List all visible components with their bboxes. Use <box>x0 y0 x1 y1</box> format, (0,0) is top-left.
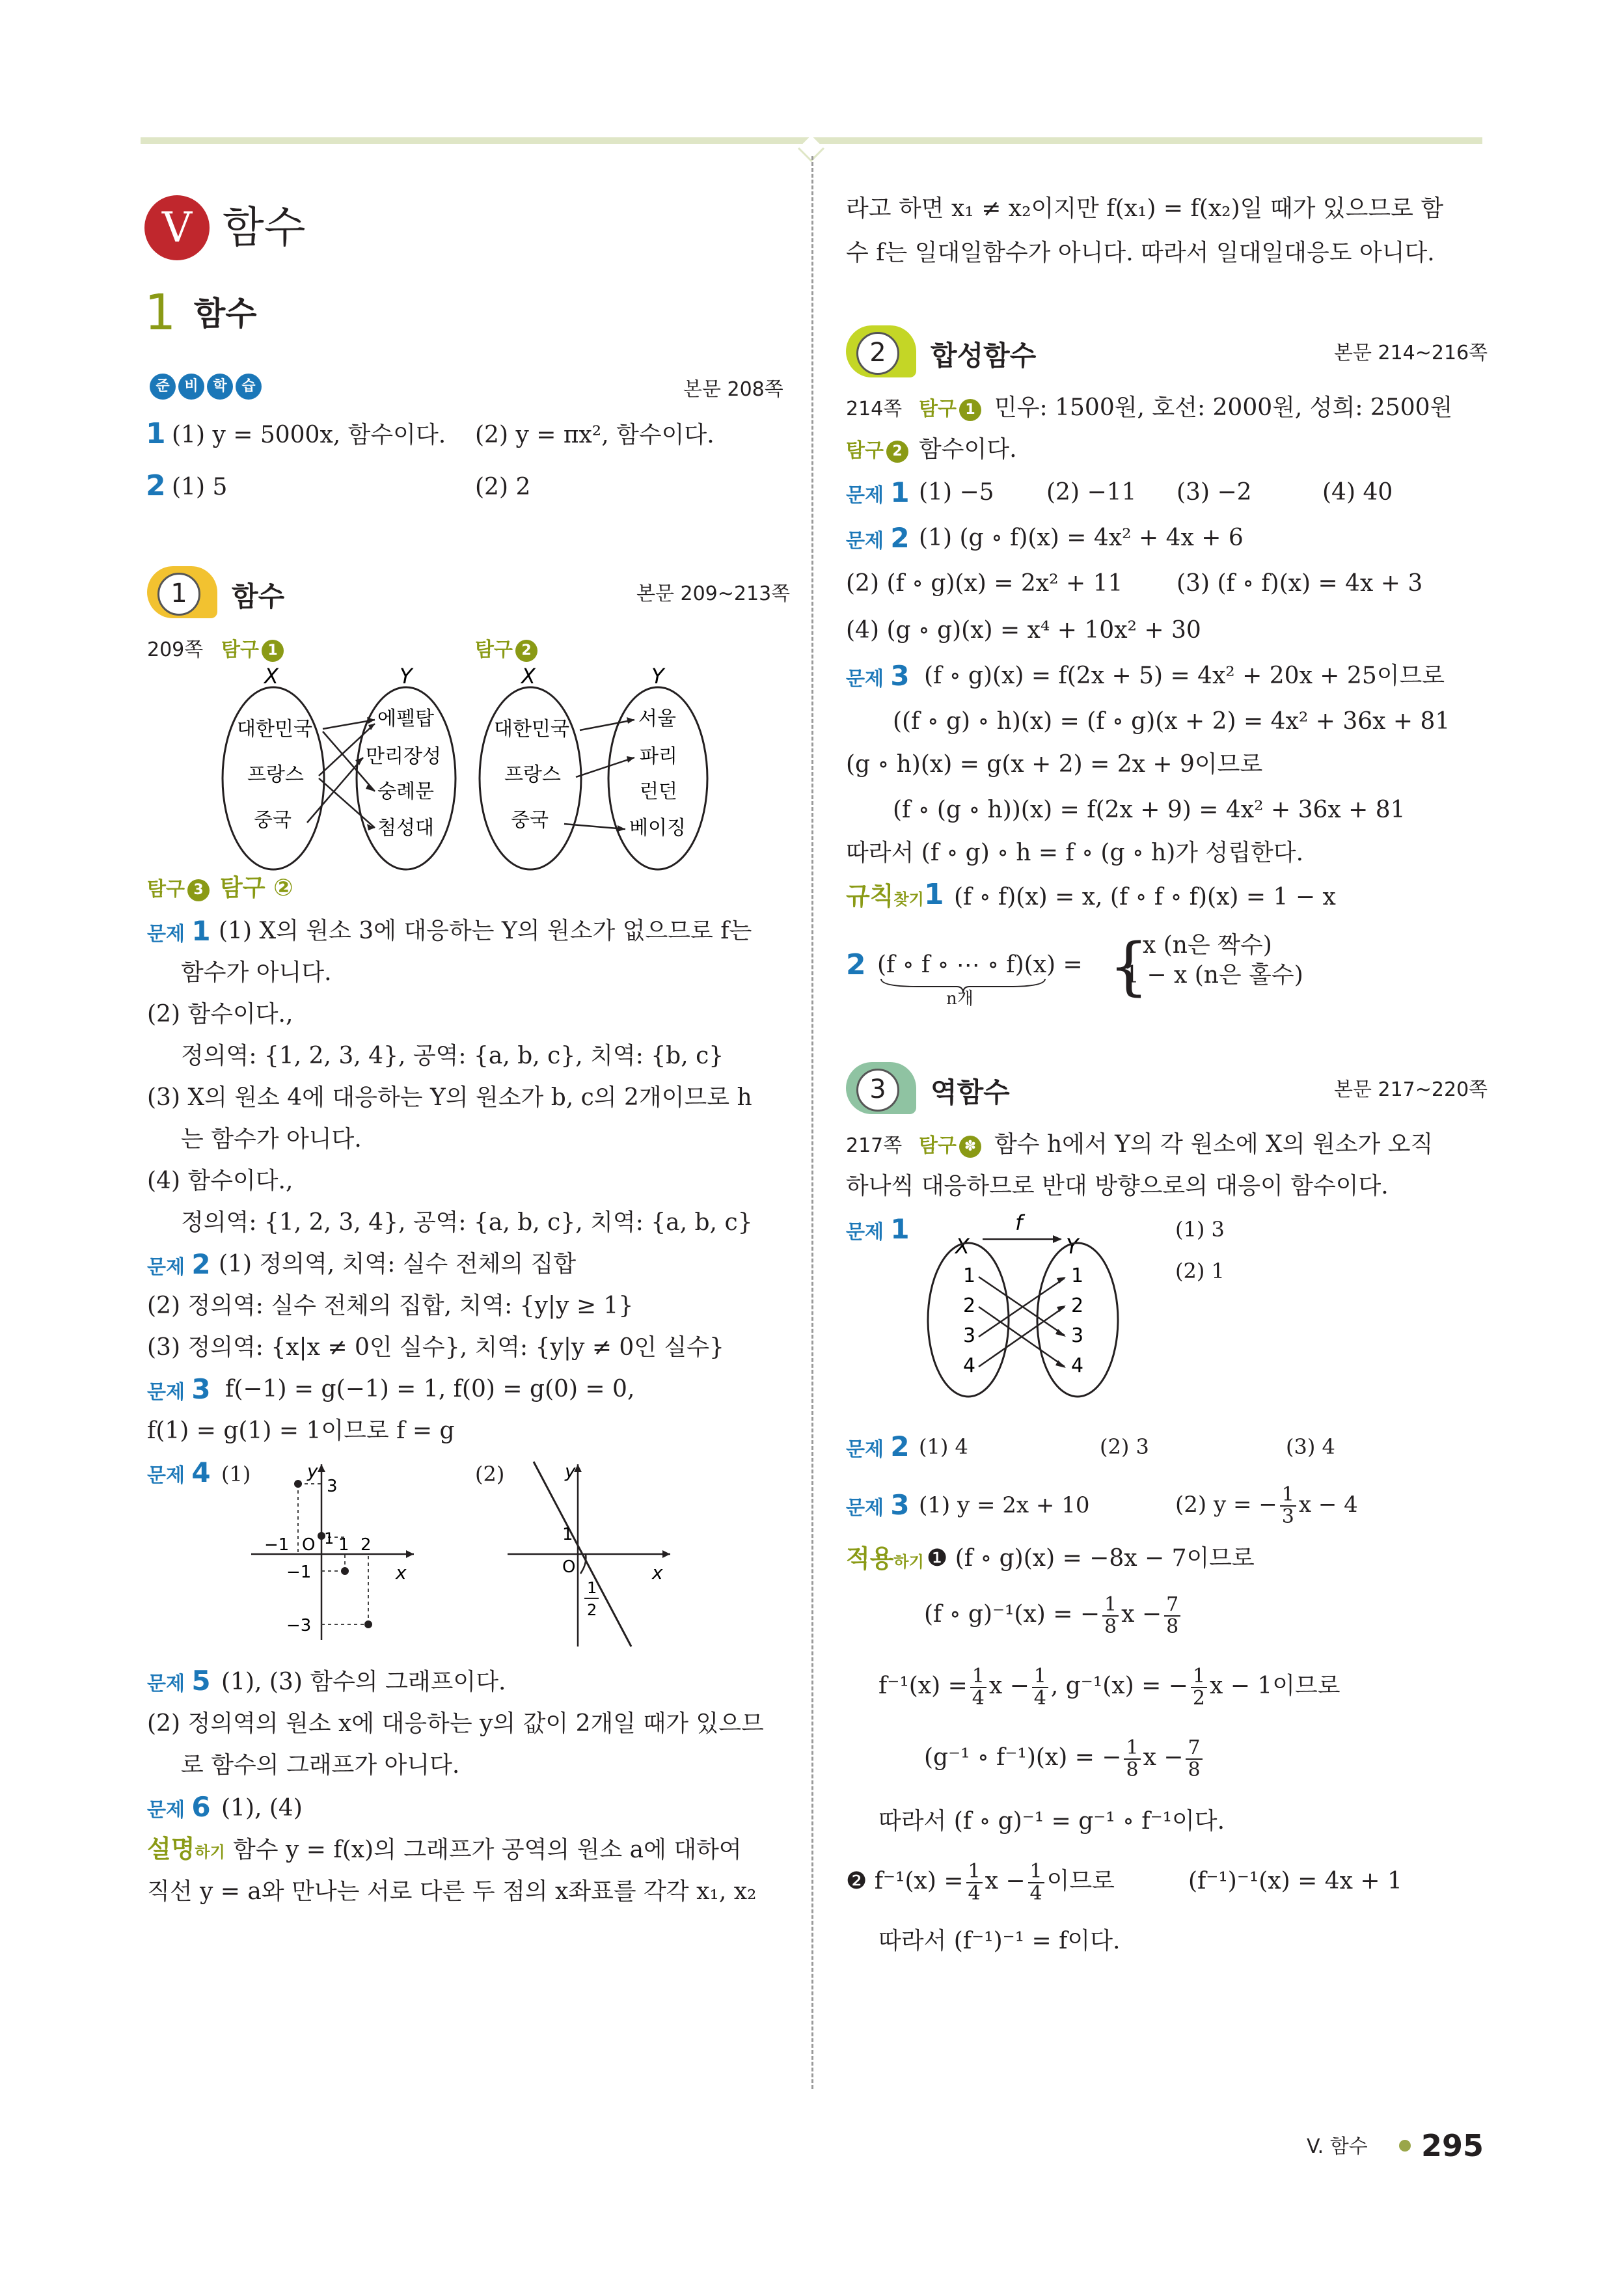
sec3-finv: f⁻¹(x) = $\frac{1}{4}$ x − $\frac{1}{4}$ , g⁻¹(x) = − $\frac{1}{2}$ x − 1이므로 <box>878 1665 1340 1710</box>
sec3-l4: 4 <box>963 1354 976 1377</box>
sec3-title: 역함수 <box>931 1076 1010 1108</box>
sec2-m2-3: (3) (f ∘ f)(x) = 4x + 3 <box>1177 570 1423 597</box>
prep-badges <box>147 374 262 400</box>
d1-right-4: 첨성대 <box>377 817 434 840</box>
sec3-diagram <box>918 1210 1126 1399</box>
sec1-line-3: 정의역: {1, 2, 3, 4}, 공역: {a, b, c}, 치역: {b, c} <box>181 1043 724 1069</box>
sec2-g1: (f ∘ f)(x) = x, (f ∘ f ∘ f)(x) = 1 − x <box>954 884 1336 910</box>
sec3-f: f <box>1015 1210 1023 1235</box>
g1-t2: 2 <box>361 1535 372 1555</box>
sec1-num: 1 <box>157 573 200 616</box>
sec1-line-0: (1) X의 원소 3에 대응하는 Y의 원소가 없으므로 f는 <box>219 918 752 944</box>
sec3-a2-conc: 따라서 (f⁻¹)⁻¹ = f이다. <box>878 1928 1121 1954</box>
d1-left-2: 프랑스 <box>247 763 304 786</box>
sec1-m1-label: 문제 1 <box>147 915 211 947</box>
sec2-g2-no: 2 <box>846 948 866 981</box>
d2-right-1: 서울 <box>638 707 676 730</box>
g1-t1: 1 <box>338 1535 349 1555</box>
sec2-g1-no: 1 <box>924 878 944 911</box>
sec1-line-19: 함수 y = f(x)의 그래프가 공역의 원소 a에 대하여 <box>233 1837 742 1863</box>
sec3-a1: ❶ (f ∘ g)(x) = −8x − 7이므로 <box>927 1545 1255 1572</box>
sec1-graph1 <box>251 1458 420 1647</box>
sec3-a1-conc: 따라서 (f ∘ g)⁻¹ = g⁻¹ ∘ f⁻¹이다. <box>878 1808 1225 1835</box>
prep-ref: 본문 208쪽 <box>683 378 783 401</box>
g1-tm1y: −1 <box>286 1563 312 1582</box>
sec1-line-2: (2) 함수이다., <box>147 1001 293 1028</box>
prep-q1-no: 1 <box>146 417 166 450</box>
sec2-m3-1: (f ∘ g)(x) = f(2x + 5) = 4x² + 20x + 25이므로 <box>924 663 1445 689</box>
sec2-m1-label: 문제 1 <box>846 476 910 508</box>
sec3-r3: 3 <box>1071 1324 1084 1347</box>
tamgu-badge-2: 2 <box>515 640 537 662</box>
sec3-m2-3: (3) 4 <box>1286 1434 1335 1459</box>
g1-t3: 3 <box>327 1477 338 1496</box>
g1-y: y <box>307 1460 318 1482</box>
sec2-m3-3: (g ∘ h)(x) = g(x + 2) = 2x + 9이므로 <box>846 751 1263 778</box>
sec2-t1-text: 민우: 1500원, 호선: 2000원, 성희: 2500원 <box>994 394 1453 421</box>
sec3-m3-b: (2) y = − $\frac{1}{3}$ x − 4 <box>1175 1483 1358 1528</box>
sec1-line-11: f(−1) = g(−1) = 1, f(0) = g(0) = 0, <box>225 1376 635 1402</box>
sec1-ref: 본문 209~213쪽 <box>636 582 791 605</box>
sec1-line-9: (2) 정의역: 실수 전체의 집합, 치역: {y|y ≥ 1} <box>147 1292 634 1319</box>
d1-right-2: 만리장성 <box>366 745 441 768</box>
sec3-tamgu-2: 하나씩 대응하므로 반대 방향으로의 대응이 함수이다. <box>846 1173 1389 1199</box>
sec1-line-10: (3) 정의역: {x|x ≠ 0인 실수}, 치역: {y|y ≠ 0인 실수} <box>147 1334 724 1361</box>
sec2-m1-4: (4) 40 <box>1322 479 1393 506</box>
sec1-icon <box>147 566 217 622</box>
sec3-m2-1: (1) 4 <box>919 1434 968 1459</box>
sec1-m2-label: 문제 2 <box>147 1248 211 1280</box>
sec3-m1-label: 문제 1 <box>846 1213 910 1245</box>
sec1-line-12: f(1) = g(1) = 1이므로 f = g <box>147 1417 455 1444</box>
sec3-r4: 4 <box>1071 1354 1084 1377</box>
sec3-m3-label: 문제 3 <box>846 1489 910 1521</box>
sec2-m2-2: (2) (f ∘ g)(x) = 2x² + 11 <box>846 570 1123 597</box>
sec3-jeokyong: 적용하기 <box>846 1544 924 1573</box>
g1-o: O <box>302 1535 316 1555</box>
sec1-line-8: (1) 정의역, 치역: 실수 전체의 집합 <box>219 1251 577 1278</box>
sec1-tamgu3 <box>147 875 210 905</box>
sec1-m3-label: 문제 3 <box>147 1373 211 1405</box>
sec3-a2: ❷ f⁻¹(x) = $\frac{1}{4}$ x − $\frac{1}{4}$ 이므로 <box>846 1860 1115 1905</box>
sec1-tamgu1 <box>221 635 284 665</box>
sec2-m1-3: (3) −2 <box>1177 479 1252 506</box>
diagram1-x-label: X <box>264 664 279 689</box>
sec1-m5-label: 문제 5 <box>147 1665 211 1697</box>
prep-badge-3: 학 <box>207 374 233 400</box>
g2-y: y <box>565 1460 576 1482</box>
sec1-line-18: (1), (4) <box>221 1795 303 1822</box>
g1-tm1: −1 <box>264 1535 290 1555</box>
unit-title: 함수 <box>194 295 257 333</box>
sec3-l1: 1 <box>963 1264 976 1287</box>
d1-left-3: 중국 <box>254 809 292 832</box>
sec2-page: 214쪽 <box>846 398 903 420</box>
footer-dot <box>1399 2140 1411 2152</box>
sec3-l2: 2 <box>963 1294 976 1317</box>
d2-left-2: 프랑스 <box>504 763 561 786</box>
sec3-y: Y <box>1066 1234 1079 1259</box>
sec2-tamgu1: 탐구 1 <box>919 394 981 424</box>
d2-left-3: 중국 <box>511 809 549 832</box>
sec1-graph2 <box>508 1458 677 1660</box>
sec3-a1-inv: (f ∘ g)⁻¹(x) = − $\frac{1}{8}$ x − $\frac{7}{8}$ <box>924 1585 1183 1644</box>
prep-q1-a: (1) y = 5000x, 함수이다. <box>172 422 446 448</box>
d2-left-1: 대한민국 <box>494 718 569 741</box>
sec1-m4-label: 문제 4 <box>147 1456 211 1488</box>
prep-q2-b: (2) 2 <box>475 474 531 500</box>
sec1-diagram1 <box>221 664 475 872</box>
sec1-line-20: 직선 y = a와 만나는 서로 다른 두 점의 x좌표를 각각 x₁, x₂ <box>147 1878 757 1905</box>
sec3-m3-a: (1) y = 2x + 10 <box>919 1492 1090 1518</box>
sec2-tamgu2: 탐구 2 <box>846 436 908 466</box>
d1-left-1: 대한민국 <box>237 718 312 741</box>
sec1-tamgu2 <box>475 635 537 665</box>
diagram2-y-label: Y <box>651 664 664 689</box>
g2-x: x <box>652 1562 663 1583</box>
d2-right-4: 베이징 <box>629 817 686 840</box>
right-top-0: 라고 하면 x₁ ≠ x₂이지만 f(x₁) = f(x₂)일 때가 있으므로 함 <box>846 195 1444 222</box>
tamgu-badge-3: 3 <box>187 879 210 901</box>
column-divider <box>811 156 813 2089</box>
tamgu-label: 탐구 <box>147 878 185 901</box>
sec2-g2-brace-open: { <box>1109 930 1149 1003</box>
diagram1-y-label: Y <box>400 664 413 689</box>
sec3-num: 3 <box>856 1069 899 1112</box>
sec2-g2-case1: x (n은 짝수) <box>1143 932 1272 959</box>
sec2-m2-4: (4) (g ∘ g)(x) = x⁴ + 10x² + 30 <box>846 617 1201 644</box>
sec1-page: 209쪽 <box>147 638 204 661</box>
sec1-line-1: 함수가 아니다. <box>181 959 332 986</box>
footer-chapter: V. 함수 <box>1307 2135 1368 2158</box>
sec2-g2-under: n개 <box>946 989 973 1009</box>
d2-right-3: 런던 <box>640 780 677 803</box>
tamgu-label: 탐구 <box>475 638 513 661</box>
footer-page: 295 <box>1421 2128 1484 2163</box>
sec2-t2-text: 함수이다. <box>919 436 1017 463</box>
unit-number: 1 <box>144 283 176 341</box>
prep-q1-b: (2) y = πx², 함수이다. <box>475 422 714 448</box>
sec1-line-7: 정의역: {1, 2, 3, 4}, 공역: {a, b, c}, 치역: {a, b, c} <box>181 1209 753 1236</box>
sec3-a2-right: (f⁻¹)⁻¹(x) = 4x + 1 <box>1188 1868 1402 1894</box>
prep-badge-2: 비 <box>178 374 204 400</box>
d1-right-1: 에펠탑 <box>377 707 434 730</box>
sec2-m1-2: (2) −11 <box>1046 479 1137 506</box>
sec2-g2-lhs: (f ∘ f ∘ ⋯ ∘ f)(x) = <box>877 951 1083 978</box>
sec3-tamgu: 탐구 ✽ <box>919 1131 981 1161</box>
sec3-l3: 3 <box>963 1324 976 1347</box>
sec3-r2: 2 <box>1071 1294 1084 1317</box>
sec2-m3-5: 따라서 (f ∘ g) ∘ h = f ∘ (g ∘ h)가 성립한다. <box>846 840 1304 866</box>
sec2-m2-label: 문제 2 <box>846 522 910 554</box>
sec2-icon <box>846 325 916 381</box>
sec1-line-15: (1), (3) 함수의 그래프이다. <box>221 1669 506 1695</box>
sec3-x: X <box>955 1234 970 1259</box>
sec1-line-5: 는 함수가 아니다. <box>181 1126 362 1153</box>
sec1-seolmyeong: 설명하기 <box>147 1835 225 1863</box>
sec2-m1-1: (1) −5 <box>919 479 994 506</box>
sec2-title: 합성함수 <box>931 340 1037 372</box>
sec3-ref: 본문 217~220쪽 <box>1334 1078 1488 1101</box>
sec2-num: 2 <box>856 332 899 375</box>
sec1-line-6: (4) 함수이다., <box>147 1168 293 1194</box>
diagram2-x-label: X <box>521 664 536 689</box>
sec2-gyuchik: 규칙찾기 <box>846 882 924 910</box>
prep-q2-no: 2 <box>146 469 166 502</box>
prep-q2-a: (1) 5 <box>172 474 228 500</box>
d2-right-2: 파리 <box>640 745 677 768</box>
sec1-diagram2 <box>478 664 732 872</box>
tamgu-label: 탐구 <box>221 638 259 661</box>
sec1-line-17: 로 함수의 그래프가 아니다. <box>181 1752 460 1779</box>
chapter-badge <box>144 195 210 260</box>
sec3-m2-label: 문제 2 <box>846 1430 910 1462</box>
g2-o: O <box>562 1557 576 1577</box>
sec3-tamgu-1: 함수 h에서 Y의 각 원소에 X의 원소가 오직 <box>994 1131 1434 1158</box>
sec3-page: 217쪽 <box>846 1134 903 1157</box>
g1-x: x <box>396 1562 407 1583</box>
tamgu-badge-1: 1 <box>262 640 284 662</box>
right-top-1: 수 f는 일대일함수가 아니다. 따라서 일대일대응도 아니다. <box>846 239 1435 266</box>
sec3-r1: 1 <box>1071 1264 1084 1287</box>
d1-right-3: 숭례문 <box>377 780 434 803</box>
sec1-line-4: (3) X의 원소 4에 대응하는 Y의 원소가 b, c의 2개이므로 h <box>147 1084 752 1111</box>
sec1-line-13: (1) <box>221 1462 251 1486</box>
sec3-m2-2: (2) 3 <box>1100 1434 1149 1459</box>
sec1-line-16: (2) 정의역의 원소 x에 대응하는 y의 값이 2개일 때가 있으므 <box>147 1710 764 1737</box>
g2-half-d: 2 <box>587 1601 597 1619</box>
sec2-g2-case2: 1 − x (n은 홀수) <box>1124 962 1303 989</box>
sec1-t3-answer: 탐구 ② <box>220 875 293 901</box>
prep-badge-4: 습 <box>236 374 262 400</box>
sec2-m3-label: 문제 3 <box>846 660 910 692</box>
sec2-m3-2: ((f ∘ g) ∘ h)(x) = (f ∘ g)(x + 2) = 4x² + 36x + 81 <box>893 708 1450 735</box>
sec3-m1-b: (2) 1 <box>1175 1259 1225 1283</box>
prep-badge-1: 준 <box>150 374 176 400</box>
sec3-icon <box>846 1062 916 1118</box>
g1-t1y: 1 <box>324 1529 334 1548</box>
g1-tm3: −3 <box>286 1616 312 1635</box>
sec3-m1-a: (1) 3 <box>1175 1217 1225 1242</box>
sec2-m2-1: (1) (g ∘ f)(x) = 4x² + 4x + 6 <box>919 525 1244 551</box>
g2-half-n: 1 <box>587 1579 597 1597</box>
sec2-ref: 본문 214~216쪽 <box>1334 342 1488 364</box>
chapter-title: 함수 <box>223 202 306 253</box>
sec1-m6-label: 문제 6 <box>147 1791 211 1823</box>
g2-t1: 1 <box>562 1525 573 1544</box>
sec2-m3-4: (f ∘ (g ∘ h))(x) = f(2x + 9) = 4x² + 36x + 81 <box>893 797 1406 823</box>
sec1-title: 함수 <box>232 581 285 612</box>
sec1-line-14: (2) <box>475 1462 505 1486</box>
chapter-numeral: V <box>161 204 193 252</box>
sec3-gf: (g⁻¹ ∘ f⁻¹)(x) = − $\frac{1}{8}$ x − $\frac{7}{8}$ <box>924 1729 1205 1787</box>
